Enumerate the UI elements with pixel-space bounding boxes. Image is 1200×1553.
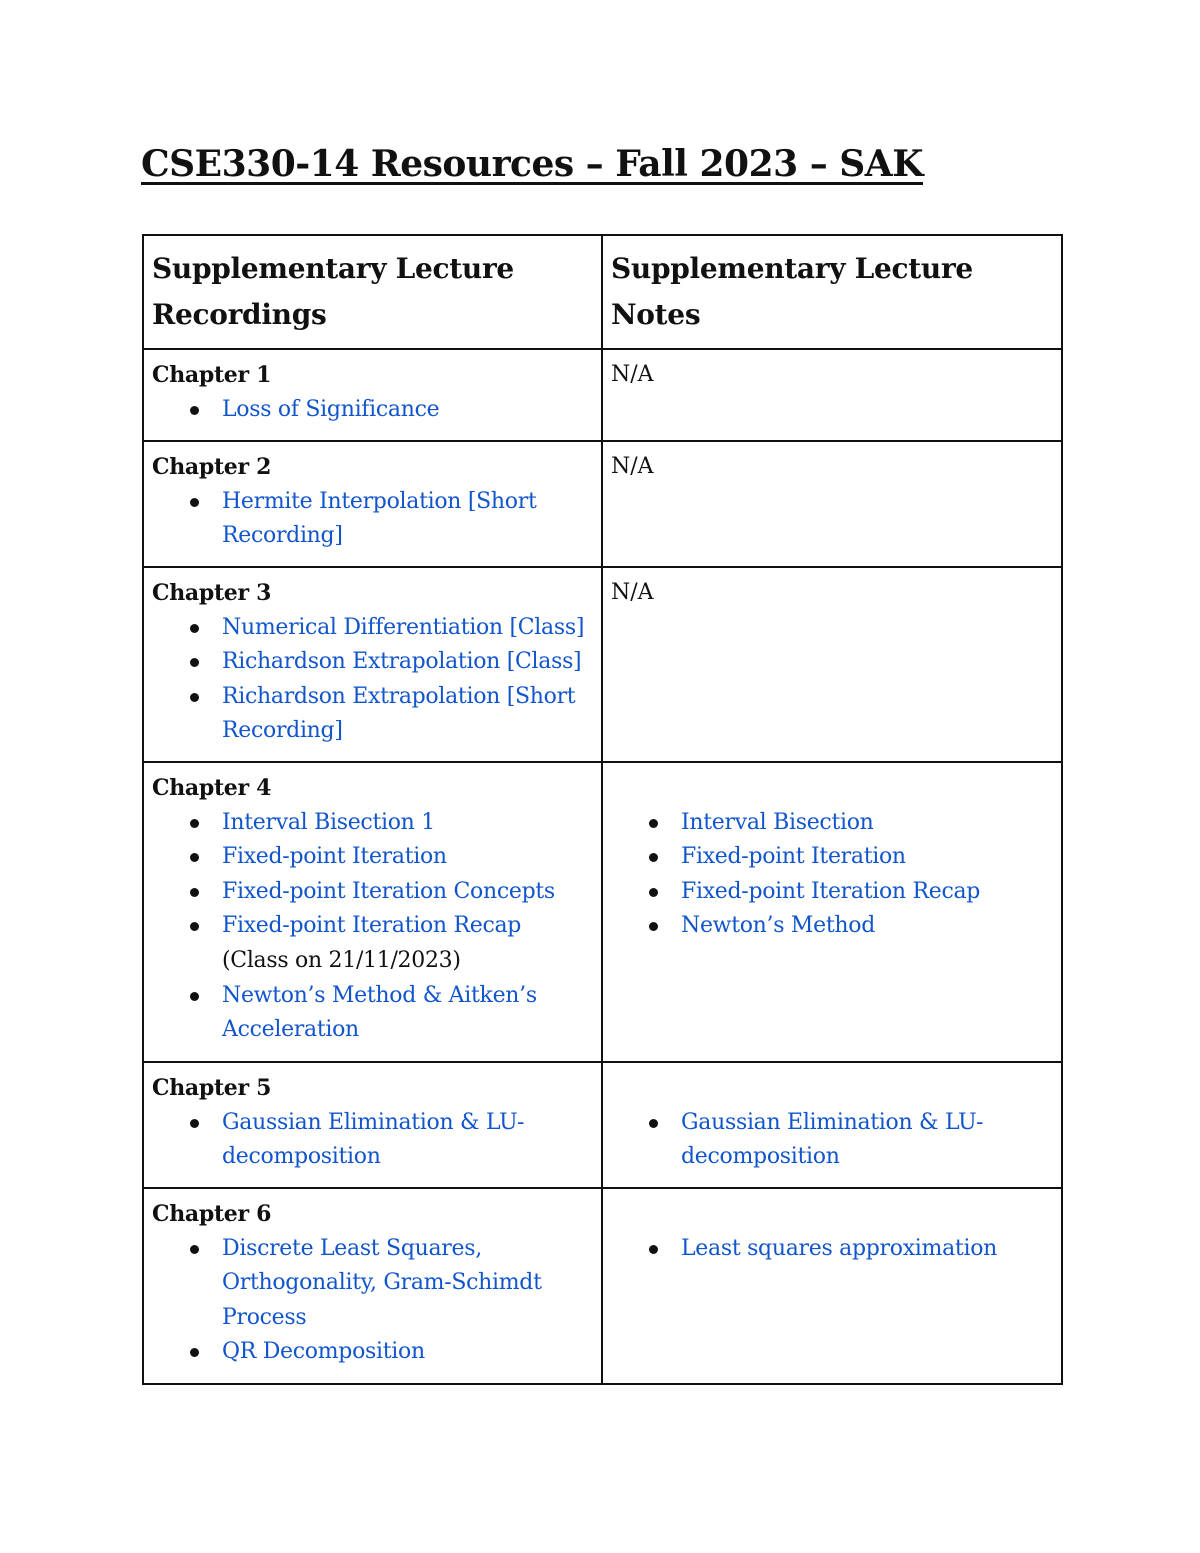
notes-cell (602, 762, 1062, 1062)
recording-link[interactable]: Fixed-point Iteration Concepts (222, 878, 555, 904)
list-item (152, 1335, 593, 1370)
table-row (143, 567, 1062, 762)
recording-link[interactable]: Hermite Interpolation [Short Recording] (222, 488, 537, 549)
notes-list (611, 1232, 1053, 1267)
list-item (152, 840, 593, 875)
recordings-cell (143, 441, 602, 567)
chapter-label: Chapter 4 (152, 775, 272, 801)
notes-cell (602, 441, 1062, 567)
list-item (152, 485, 593, 554)
resources-table-container (142, 234, 1061, 1384)
header-recordings: Supplementary Lecture Recordings (143, 235, 602, 349)
recordings-list (152, 1106, 593, 1175)
recordings-list (152, 485, 593, 554)
list-item (152, 875, 593, 910)
list-item (611, 1232, 1053, 1267)
recording-link[interactable]: Interval Bisection 1 (222, 809, 435, 835)
recording-link[interactable]: Fixed-point Iteration Recap (222, 913, 522, 939)
list-item (611, 806, 1053, 841)
class-date-note: (Class on 21/11/2023) (222, 947, 461, 973)
list-item (611, 909, 1053, 944)
recording-link[interactable]: Discrete Least Squares, Orthogonality, Gram-Schimdt Process (222, 1235, 542, 1330)
list-item (152, 1106, 593, 1175)
resources-table (142, 234, 1063, 1385)
table-row (143, 441, 1062, 567)
list-item (152, 611, 593, 646)
recording-link[interactable]: Newton’s Method & Aitken’s Acceleration (222, 982, 537, 1043)
notes-na: N/A (611, 362, 654, 387)
notes-list (611, 1106, 1053, 1175)
list-item (152, 806, 593, 841)
table-row (143, 762, 1062, 1062)
list-item (152, 680, 593, 749)
recordings-cell (143, 762, 602, 1062)
notes-list (611, 806, 1053, 944)
notes-na: N/A (611, 454, 654, 479)
recordings-list (152, 393, 593, 428)
notes-cell (602, 1188, 1062, 1384)
recordings-cell (143, 1062, 602, 1188)
notes-link[interactable]: Fixed-point Iteration (681, 844, 906, 870)
list-item (152, 645, 593, 680)
table-row (143, 1188, 1062, 1384)
header-notes: Supplementary Lecture Notes (602, 235, 1062, 349)
notes-link[interactable]: Fixed-point Iteration Recap (681, 878, 981, 904)
chapter-label: Chapter 1 (152, 362, 272, 388)
list-item (611, 1106, 1053, 1175)
recordings-cell (143, 567, 602, 762)
list-item (152, 1232, 593, 1336)
notes-na: N/A (611, 580, 654, 605)
chapter-label: Chapter 6 (152, 1201, 272, 1227)
notes-link[interactable]: Interval Bisection (681, 809, 874, 835)
recording-link[interactable]: Loss of Significance (222, 396, 440, 422)
notes-link[interactable]: Gaussian Elimination & LU-decomposition (681, 1109, 984, 1170)
notes-link[interactable]: Newton’s Method (681, 913, 876, 939)
table-header-row (143, 235, 1062, 349)
table-row (143, 349, 1062, 441)
recordings-cell (143, 349, 602, 441)
recordings-list (152, 611, 593, 749)
list-item (152, 393, 593, 428)
recording-link[interactable]: QR Decomposition (222, 1339, 425, 1365)
list-item (152, 909, 593, 978)
recording-link[interactable]: Richardson Extrapolation [Class] (222, 649, 582, 675)
recording-link[interactable]: Fixed-point Iteration (222, 844, 447, 870)
chapter-label: Chapter 2 (152, 454, 272, 480)
notes-link[interactable]: Least squares approximation (681, 1235, 998, 1261)
list-item (611, 840, 1053, 875)
recording-link[interactable]: Gaussian Elimination & LU-decomposition (222, 1109, 525, 1170)
recordings-list (152, 1232, 593, 1370)
recordings-cell (143, 1188, 602, 1384)
page-title: CSE330-14 Resources – Fall 2023 – SAK (141, 143, 923, 185)
recordings-list (152, 806, 593, 1048)
list-item (152, 979, 593, 1048)
notes-cell (602, 1062, 1062, 1188)
table-row (143, 1062, 1062, 1188)
chapter-label: Chapter 5 (152, 1075, 272, 1101)
recording-link[interactable]: Numerical Differentiation [Class] (222, 614, 585, 640)
chapter-label: Chapter 3 (152, 580, 272, 606)
notes-cell (602, 349, 1062, 441)
list-item (611, 875, 1053, 910)
recording-link[interactable]: Richardson Extrapolation [Short Recording] (222, 683, 576, 744)
notes-cell (602, 567, 1062, 762)
